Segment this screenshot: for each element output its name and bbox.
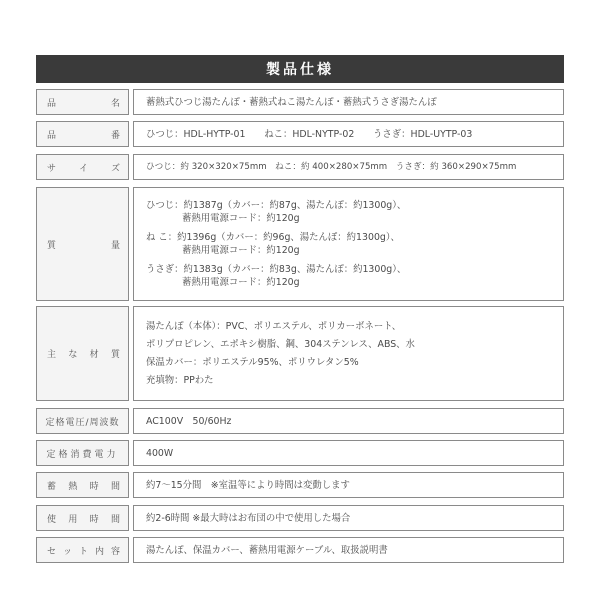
value-use-time — [133, 505, 564, 531]
label-char: 間 — [110, 481, 120, 492]
weight-cat-cord-line: 蓄熱用電源コード：約120g — [182, 245, 300, 256]
value-heat-time — [133, 472, 564, 498]
spec-row-model-number — [36, 121, 564, 147]
spec-row-heat-time — [36, 472, 564, 498]
label-char: 主 — [47, 350, 57, 360]
weight-cat-line: ね こ：約1396g（カバー：約96g、湯たんぽ：約1300g）、 — [146, 232, 400, 243]
power-text: 400W — [146, 447, 174, 459]
product-name-text: 蓄熱式ひつじ湯たんぽ・蓄熱式ねこ湯たんぽ・蓄熱式うさぎ湯たんぽ — [146, 96, 437, 108]
spec-row-voltage — [36, 408, 564, 434]
label-char: 時 — [89, 481, 99, 492]
label-use-time — [36, 505, 129, 531]
label-char: イ — [78, 163, 88, 174]
label-contents — [36, 537, 129, 563]
contents-text: 湯たんぽ、保温カバー、蓄熱用電源ケーブル、取扱説明書 — [146, 544, 388, 556]
label-voltage: 定格電圧/周波数 — [36, 408, 129, 434]
size-text: ひつじ：約 320×320×75mm ねこ：約 400×280×75mm うさぎ：約 360×290×75mm — [146, 161, 517, 172]
spec-row-weight — [36, 187, 564, 301]
model-number-text: ひつじ：HDL-HYTP-01 ねこ：HDL-NYTP-02 うさぎ：HDL-UYTP-03 — [146, 128, 473, 140]
label-char: 用 — [68, 514, 78, 525]
label-char: な — [68, 350, 78, 360]
heat-time-text: 約7～15分間 ※室温等により時間は変動します — [146, 479, 350, 491]
label-char: 間 — [110, 514, 120, 525]
spec-row-size — [36, 154, 564, 180]
label-char: 量 — [110, 240, 120, 251]
label-weight — [36, 187, 129, 301]
value-model-number — [133, 121, 564, 147]
label-char: 番 — [110, 130, 120, 141]
label-char: ズ — [110, 163, 120, 174]
label-char: 使 — [47, 514, 57, 525]
use-time-text: 約2-6時間 ※最大時はお布団の中で使用した場合 — [146, 512, 351, 524]
materials-line: 湯たんぽ（本体）：PVC、ポリエステル、ポリカーボネート、 — [146, 320, 402, 332]
label-char: ッ — [62, 546, 72, 557]
materials-line: 保温カバー：ポリエステル95%、ポリウレタン5% — [146, 356, 359, 368]
value-power — [133, 440, 564, 466]
label-char: 品 — [47, 130, 57, 141]
label-char: 質 — [110, 350, 120, 360]
spec-row-contents — [36, 537, 564, 563]
spec-row-power — [36, 440, 564, 466]
value-product-name — [133, 89, 564, 115]
label-char: 蓄 — [47, 481, 57, 492]
label-heat-time — [36, 472, 129, 498]
label-product-name — [36, 89, 129, 115]
value-contents — [133, 537, 564, 563]
label-materials — [36, 306, 129, 401]
weight-sheep-line: ひつじ：約1387g（カバー：約87g、湯たんぽ：約1300g）、 — [146, 200, 407, 211]
weight-rabbit-cord-line: 蓄熱用電源コード：約120g — [182, 277, 300, 288]
label-char: 品 — [47, 98, 57, 109]
value-weight — [133, 187, 564, 301]
label-power: 定格消費電力 — [36, 440, 129, 466]
label-char: セ — [47, 546, 57, 557]
label-size — [36, 154, 129, 180]
label-model-number — [36, 121, 129, 147]
value-size — [133, 154, 564, 180]
voltage-text: AC100V 50/60Hz — [146, 415, 232, 427]
spec-row-product-name — [36, 89, 564, 115]
weight-sheep-cord-line: 蓄熱用電源コード：約120g — [182, 213, 300, 224]
label-char: 容 — [110, 546, 120, 557]
spec-row-materials — [36, 306, 564, 401]
label-char: 熱 — [68, 481, 78, 492]
label-char: 質 — [47, 240, 57, 251]
label-char: 内 — [94, 546, 104, 557]
label-char: 材 — [89, 350, 99, 360]
value-materials — [133, 306, 564, 401]
value-voltage — [133, 408, 564, 434]
label-char: 時 — [89, 514, 99, 525]
spec-row-use-time — [36, 505, 564, 531]
label-char: サ — [47, 163, 57, 174]
materials-line: 充填物：PPわた — [146, 374, 214, 386]
materials-line: ポリプロピレン、エポキシ樹脂、鋼、304ステンレス、ABS、水 — [146, 338, 415, 350]
label-char: ト — [78, 546, 88, 557]
weight-rabbit-line: うさぎ：約1383g（カバー：約83g、湯たんぽ：約1300g）、 — [146, 264, 407, 275]
label-char: 名 — [110, 98, 120, 109]
spec-title: 製品仕様 — [36, 55, 564, 83]
